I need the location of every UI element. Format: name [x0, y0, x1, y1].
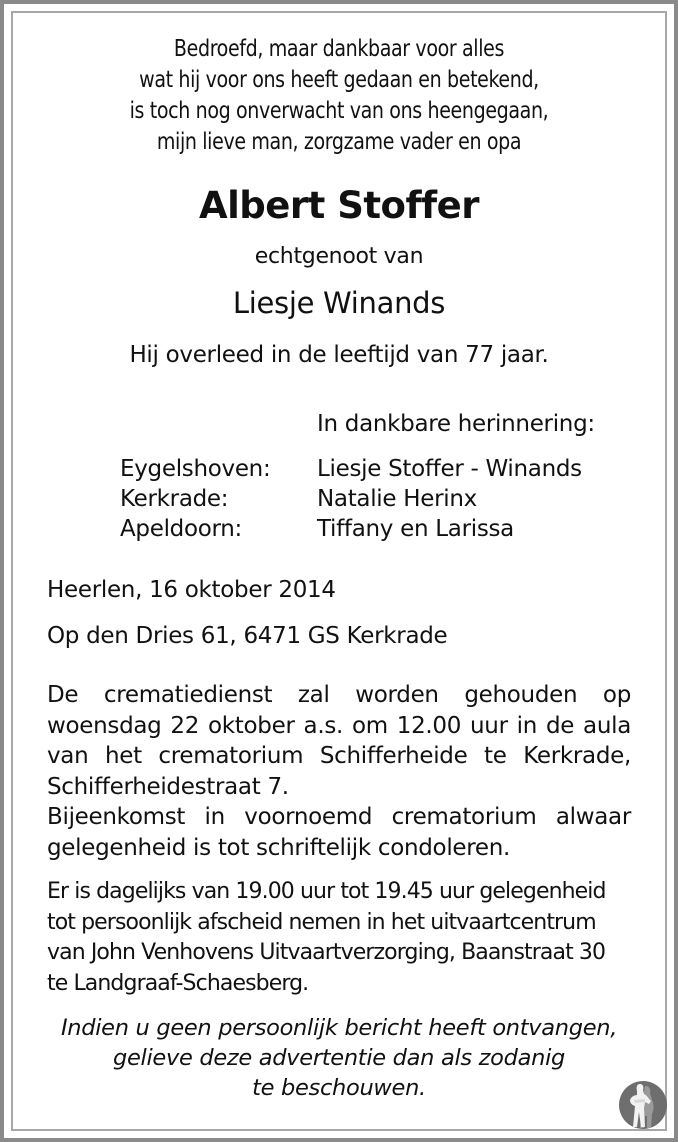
mourner-place: Eygelshoven:	[120, 456, 271, 482]
obituary-announcement	[47, 0, 631, 1142]
visitation-line: Er is dagelijks van 19.00 uur tot 19.45 uur gelegenheid	[47, 879, 606, 904]
mourner-names: Natalie Herinx	[317, 486, 477, 512]
service-paragraph: De crematiedienst zal worden gehouden op woensdag 22 oktober a.s. om 12.00 uur in de aula van het crematorium Schifferheide te Kerkrade, Schifferheidestraat 7.	[47, 682, 631, 800]
mourner-row	[120, 514, 582, 544]
poem-line: Bedroefd, maar dankbaar voor alles	[173, 36, 505, 62]
mourner-place: Apeldoorn:	[120, 516, 242, 542]
poem-line: wat hij voor ons heeft gedaan en betekend,	[139, 67, 539, 93]
age-line: Hij overleed in de leeftijd van 77 jaar.	[129, 342, 549, 368]
visitation-line: tot persoonlijk afscheid nemen in het uitvaartcentrum	[47, 909, 596, 935]
spouse-name: Liesje Winands	[232, 286, 446, 320]
notice-line: gelieve deze advertentie dan als zodanig	[112, 1045, 566, 1071]
visitation-line: te Landgraaf-Schaesberg.	[47, 970, 309, 996]
embracing-figures-icon	[618, 1080, 668, 1130]
notice-line: te beschouwen.	[252, 1075, 426, 1101]
visitation-line: van John Venhovens Uitvaartverzorging, Baanstraat 30	[47, 940, 606, 965]
deceased-name: Albert Stoffer	[198, 184, 479, 227]
personal-notice-disclaimer	[37, 1013, 641, 1103]
mourner-names: Tiffany en Larissa	[317, 516, 514, 542]
spouse-label: echtgenoot van	[254, 244, 424, 269]
mourner-row	[120, 454, 582, 484]
memorial-poem	[70, 34, 607, 158]
gathering-paragraph: Bijeenkomst in voornoemd crematorium alwaar gelegenheid is tot schriftelijk condoleren.	[47, 804, 631, 861]
cremation-service-info	[47, 680, 631, 863]
place-and-date: Heerlen, 16 oktober 2014	[47, 577, 336, 603]
mourner-place: Kerkrade:	[120, 486, 229, 512]
mourners-heading: In dankbare herinnering:	[317, 411, 595, 437]
mourner-names: Liesje Stoffer - Winands	[317, 456, 582, 482]
home-address: Op den Dries 61, 6471 GS Kerkrade	[47, 623, 448, 649]
visitation-info	[47, 877, 631, 999]
mourners-list	[120, 454, 582, 544]
mourner-row	[120, 484, 582, 514]
poem-line: is toch nog onverwacht van ons heengegaan,	[129, 98, 549, 124]
notice-line: Indien u geen persoonlijk bericht heeft ontvangen,	[60, 1015, 618, 1041]
poem-line: mijn lieve man, zorgzame vader en opa	[156, 129, 522, 155]
